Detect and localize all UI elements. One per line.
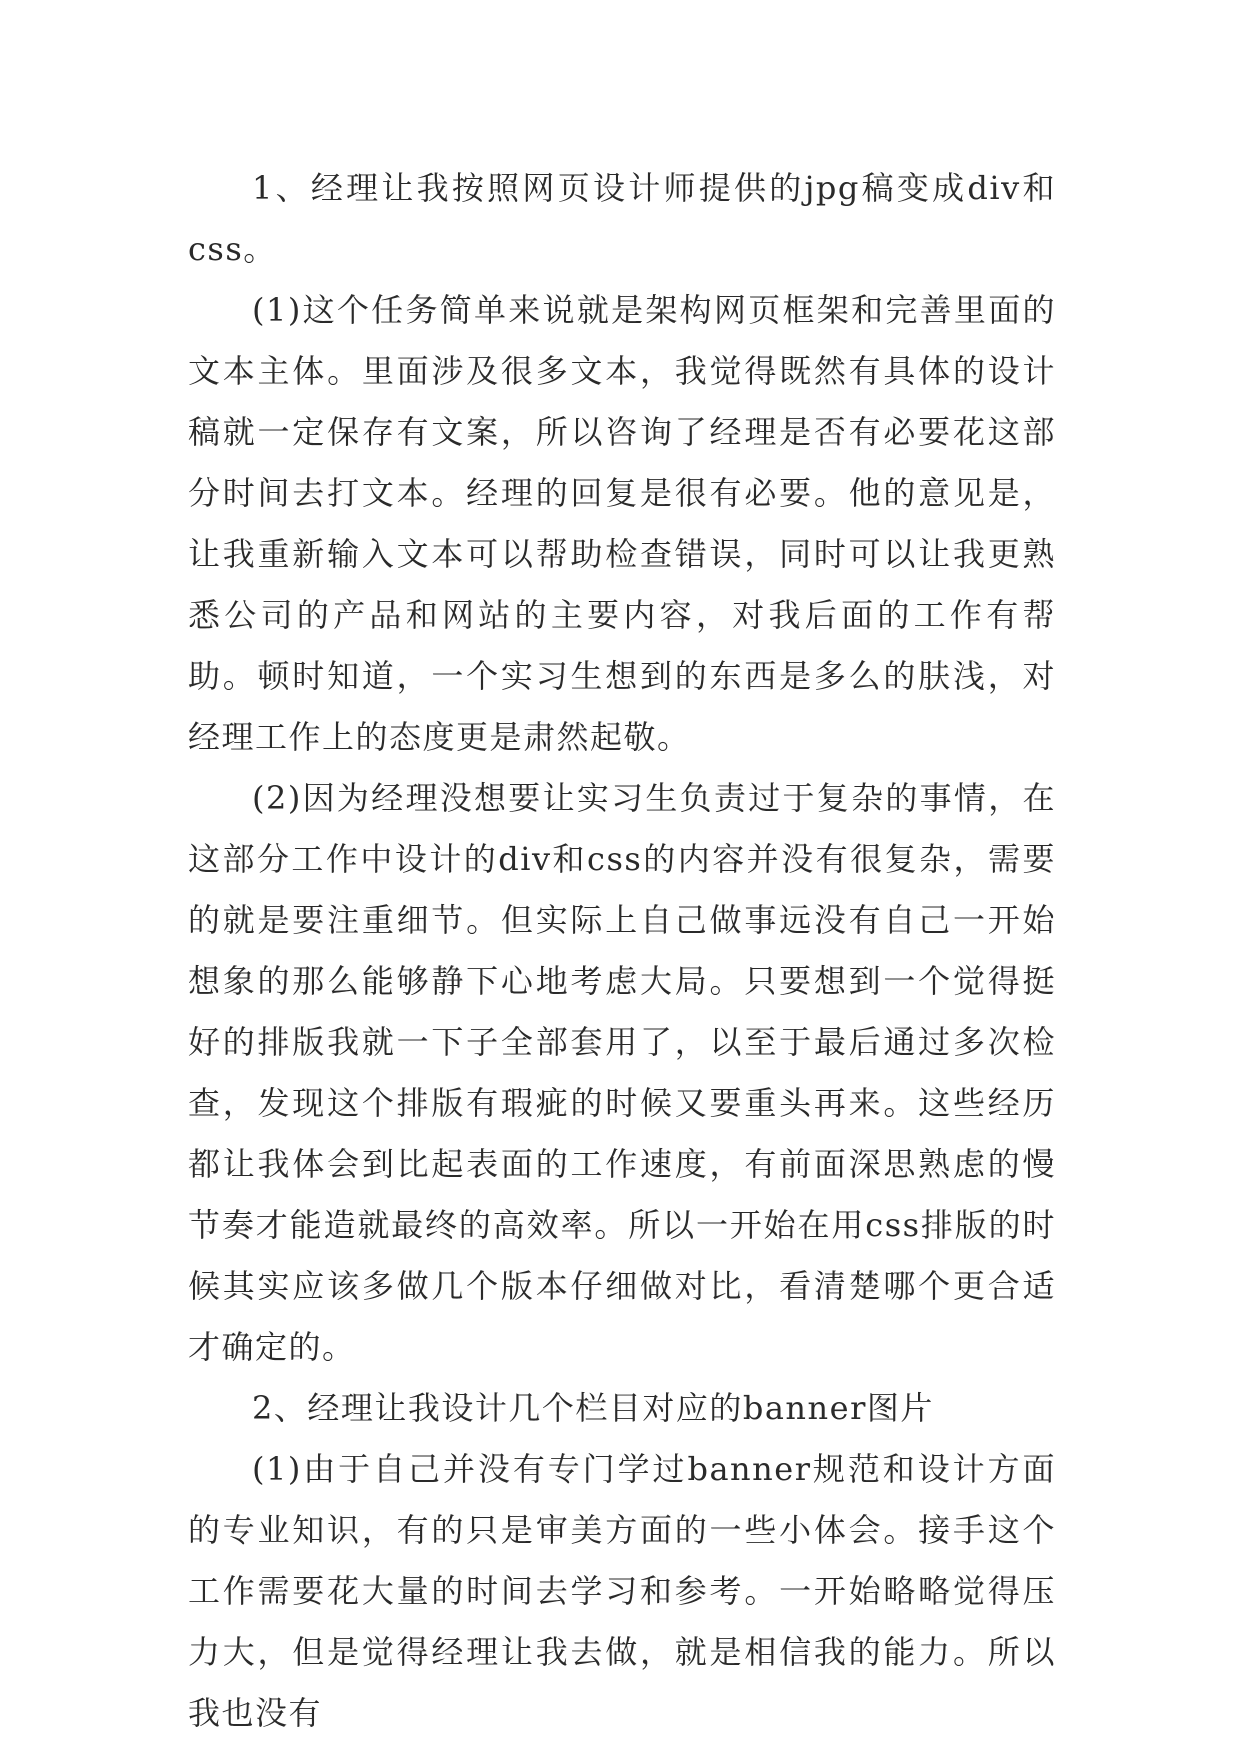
body-text — [188, 158, 1056, 1744]
paragraph-task-1-heading: 1、经理让我按照网页设计师提供的jpg稿变成div和css。 — [188, 169, 1056, 268]
paragraph-task-2-item-1: (1)由于自己并没有专门学过banner规范和设计方面的专业知识，有的只是审美方面的一些小体会。接手这个工作需要花大量的时间去学习和参考。一开始略略觉得压力大，但是觉得经理让我去做，就是相信我的能力。所以我也没有 — [188, 1450, 1056, 1732]
paragraph-task-1-item-1: (1)这个任务简单来说就是架构网页框架和完善里面的文本主体。里面涉及很多文本，我觉得既然有具体的设计稿就一定保存有文案，所以咨询了经理是否有必要花这部分时间去打文本。经理的回复是很有必要。他的意见是，让我重新输入文本可以帮助检查错误，同时可以让我更熟悉公司的产品和网站的主要内容，对我后面的工作有帮助。顿时知道，一个实习生想到的东西是多么的肤浅，对经理工作上的态度更是肃然起敬。 — [188, 291, 1056, 756]
paragraph-task-2-heading: 2、经理让我设计几个栏目对应的banner图片 — [252, 1389, 934, 1427]
paragraph-task-1-item-2: (2)因为经理没想要让实习生负责过于复杂的事情，在这部分工作中设计的div和css的内容并没有很复杂，需要的就是要注重细节。但实际上自己做事远没有自己一开始想象的那么能够静下心地考虑大局。只要想到一个觉得挺好的排版我就一下子全部套用了，以至于最后通过多次检查，发现这个排版有瑕疵的时候又要重头再来。这些经历都让我体会到比起表面的工作速度，有前面深思熟虑的慢节奏才能造就最终的高效率。所以一开始在用css排版的时候其实应该多做几个版本仔细做对比，看清楚哪个更合适才确定的。 — [188, 779, 1056, 1366]
